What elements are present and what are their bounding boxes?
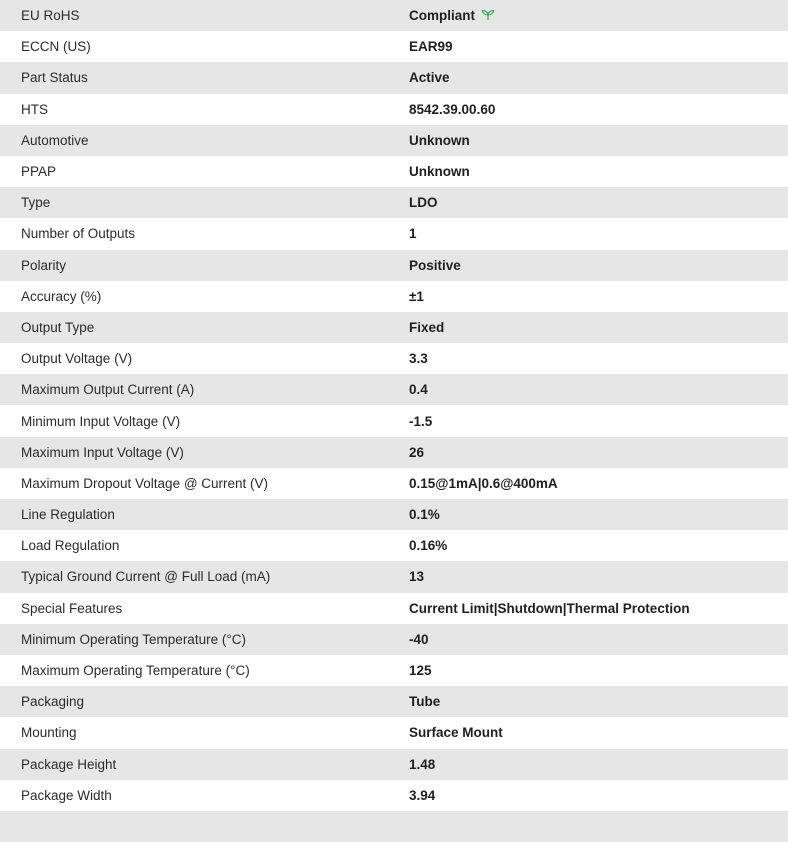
spec-row-number-of-outputs xyxy=(0,218,788,249)
spec-row-polarity xyxy=(0,250,788,281)
spec-label: Maximum Input Voltage (V) xyxy=(0,437,409,468)
spec-label: HTS xyxy=(0,94,409,125)
spec-label: Package Height xyxy=(0,749,409,780)
spec-value-empty xyxy=(409,811,788,842)
leaf-icon xyxy=(481,9,495,21)
spec-label: Type xyxy=(0,187,409,218)
spec-label: Maximum Operating Temperature (°C) xyxy=(0,655,409,686)
spec-value: -40 xyxy=(409,624,788,655)
spec-row-eu-rohs xyxy=(0,0,788,31)
spec-row-max-output-current xyxy=(0,374,788,405)
spec-row-output-type xyxy=(0,312,788,343)
spec-row-type xyxy=(0,187,788,218)
spec-value: 3.94 xyxy=(409,780,788,811)
spec-label: Typical Ground Current @ Full Load (mA) xyxy=(0,561,409,592)
spec-value: 0.15@1mA|0.6@400mA xyxy=(409,468,788,499)
spec-label: Mounting xyxy=(0,717,409,748)
spec-row-mounting xyxy=(0,717,788,748)
spec-label: Maximum Output Current (A) xyxy=(0,374,409,405)
spec-row-special-features xyxy=(0,593,788,624)
spec-label: Packaging xyxy=(0,686,409,717)
spec-label: Special Features xyxy=(0,593,409,624)
spec-value: Unknown xyxy=(409,125,788,156)
spec-row-max-dropout-voltage xyxy=(0,468,788,499)
spec-label: Accuracy (%) xyxy=(0,281,409,312)
spec-row-min-operating-temp xyxy=(0,624,788,655)
spec-row-partial xyxy=(0,811,788,842)
spec-label: EU RoHS xyxy=(0,0,409,31)
spec-label: Automotive xyxy=(0,125,409,156)
spec-row-line-regulation xyxy=(0,499,788,530)
spec-value: 8542.39.00.60 xyxy=(409,94,788,125)
spec-label: Output Voltage (V) xyxy=(0,343,409,374)
spec-value: Tube xyxy=(409,686,788,717)
spec-row-packaging xyxy=(0,686,788,717)
spec-row-hts xyxy=(0,94,788,125)
spec-label: Line Regulation xyxy=(0,499,409,530)
spec-row-max-input-voltage xyxy=(0,437,788,468)
spec-value: 0.16% xyxy=(409,530,788,561)
spec-value: Compliant xyxy=(409,8,475,24)
spec-value: Current Limit|Shutdown|Thermal Protection xyxy=(409,593,788,624)
spec-row-eccn xyxy=(0,31,788,62)
spec-value: 0.4 xyxy=(409,374,788,405)
spec-value: Surface Mount xyxy=(409,717,788,748)
spec-value: 0.1% xyxy=(409,499,788,530)
spec-row-part-status xyxy=(0,62,788,93)
spec-label-empty xyxy=(0,811,409,842)
spec-value: -1.5 xyxy=(409,405,788,436)
spec-label: Load Regulation xyxy=(0,530,409,561)
spec-value: 3.3 xyxy=(409,343,788,374)
spec-label: Part Status xyxy=(0,62,409,93)
spec-value: Unknown xyxy=(409,156,788,187)
spec-row-load-regulation xyxy=(0,530,788,561)
spec-value: ±1 xyxy=(409,281,788,312)
spec-value: 26 xyxy=(409,437,788,468)
spec-value: 13 xyxy=(409,561,788,592)
spec-row-automotive xyxy=(0,125,788,156)
spec-label: ECCN (US) xyxy=(0,31,409,62)
spec-value-cell xyxy=(409,0,788,31)
spec-row-package-height xyxy=(0,749,788,780)
spec-row-max-operating-temp xyxy=(0,655,788,686)
spec-row-output-voltage xyxy=(0,343,788,374)
spec-value: 125 xyxy=(409,655,788,686)
spec-label: Minimum Input Voltage (V) xyxy=(0,405,409,436)
spec-label: PPAP xyxy=(0,156,409,187)
spec-label: Polarity xyxy=(0,250,409,281)
spec-label: Minimum Operating Temperature (°C) xyxy=(0,624,409,655)
spec-row-min-input-voltage xyxy=(0,405,788,436)
spec-value: LDO xyxy=(409,187,788,218)
spec-label: Maximum Dropout Voltage @ Current (V) xyxy=(0,468,409,499)
spec-value: 1 xyxy=(409,218,788,249)
spec-value: Fixed xyxy=(409,312,788,343)
spec-label: Package Width xyxy=(0,780,409,811)
spec-row-ground-current xyxy=(0,561,788,592)
spec-label: Output Type xyxy=(0,312,409,343)
spec-row-accuracy xyxy=(0,281,788,312)
spec-value: 1.48 xyxy=(409,749,788,780)
spec-value: Active xyxy=(409,62,788,93)
spec-value: EAR99 xyxy=(409,31,788,62)
spec-value: Positive xyxy=(409,250,788,281)
spec-label: Number of Outputs xyxy=(0,218,409,249)
spec-row-package-width xyxy=(0,780,788,811)
spec-row-ppap xyxy=(0,156,788,187)
